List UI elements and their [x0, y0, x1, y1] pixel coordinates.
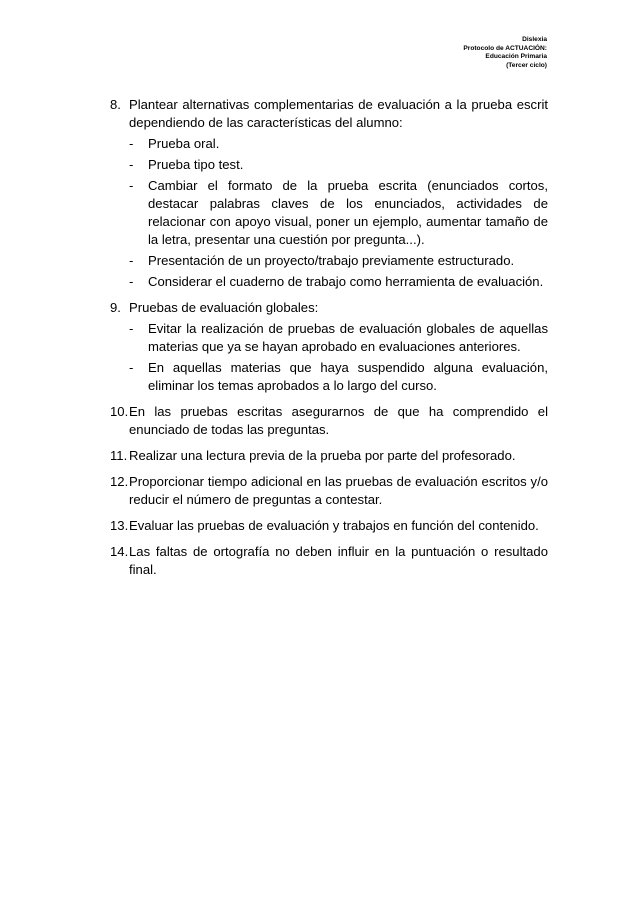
item-text: Realizar una lectura previa de la prueba por parte del profesorado.	[129, 448, 516, 463]
list-item-13	[110, 517, 548, 535]
item-number: 14.	[110, 544, 129, 559]
sub-list	[129, 135, 548, 291]
item-text: Las faltas de ortografía no deben influir en la puntuación o resultado final.	[129, 544, 548, 577]
dash-bullet: -	[129, 321, 134, 336]
sub-item-text: Evitar la realización de pruebas de evaluación globales de aquellas materias que ya se hayan aprobado en evaluaciones anteriores.	[148, 321, 548, 354]
header-line-1: Dislexia	[522, 36, 547, 43]
list-item-14	[110, 543, 548, 579]
sub-list	[129, 320, 548, 395]
item-number: 12.	[110, 474, 129, 489]
item-number: 13.	[110, 518, 129, 533]
list-item-12	[110, 473, 548, 509]
sub-item-text: Presentación de un proyecto/trabajo previamente estructurado.	[148, 253, 515, 268]
dash-bullet: -	[129, 253, 134, 268]
page-header	[463, 36, 547, 70]
sub-item	[129, 156, 548, 174]
sub-item-text: En aquellas materias que haya suspendido alguna evaluación, eliminar los temas aprobados a lo largo del curso.	[148, 360, 548, 393]
dash-bullet: -	[129, 157, 134, 172]
sub-item	[129, 359, 548, 395]
item-number: 8.	[110, 97, 121, 112]
sub-item	[129, 177, 548, 249]
header-line-2: Protocolo de ACTUACIÓN:	[463, 44, 547, 52]
sub-item-text: Considerar el cuaderno de trabajo como herramienta de evaluación.	[148, 274, 544, 289]
list-item-8	[110, 96, 548, 291]
numbered-list	[110, 96, 548, 587]
item-number: 10.	[110, 404, 129, 419]
header-line-3: Educación Primaria	[485, 53, 547, 60]
sub-item-text: Cambiar el formato de la prueba escrita (enunciados cortos, destacar palabras claves de los enunciados, actividades de relacionar con apoyo visual, poner un ejemplo, aumentar tamaño de la letra, presentar una cuestión por pregunta...).	[148, 178, 548, 247]
item-text: Plantear alternativas complementarias de evaluación a la prueba escrit dependiendo de las características del alumno:	[129, 97, 548, 130]
item-text: Evaluar las pruebas de evaluación y trabajos en función del contenido.	[129, 518, 539, 533]
list-item-10	[110, 403, 548, 439]
dash-bullet: -	[129, 360, 134, 375]
item-text: Pruebas de evaluación globales:	[129, 300, 319, 315]
sub-item	[129, 252, 548, 270]
dash-bullet: -	[129, 136, 134, 151]
sub-item	[129, 135, 548, 153]
item-text: En las pruebas escritas asegurarnos de que ha comprendido el enunciado de todas las preguntas.	[129, 404, 548, 437]
sub-item-text: Prueba oral.	[148, 136, 220, 151]
list-item-11	[110, 447, 548, 465]
sub-item	[129, 320, 548, 356]
item-number: 9.	[110, 300, 121, 315]
sub-item-text: Prueba tipo test.	[148, 157, 244, 172]
list-item-9	[110, 299, 548, 395]
item-text: Proporcionar tiempo adicional en las pruebas de evaluación escritos y/o reducir el número de preguntas a contestar.	[129, 474, 548, 507]
sub-item	[129, 273, 548, 291]
dash-bullet: -	[129, 178, 134, 193]
header-line-4: (Tercer ciclo)	[506, 61, 547, 69]
dash-bullet: -	[129, 274, 134, 289]
item-number: 11.	[110, 448, 128, 463]
